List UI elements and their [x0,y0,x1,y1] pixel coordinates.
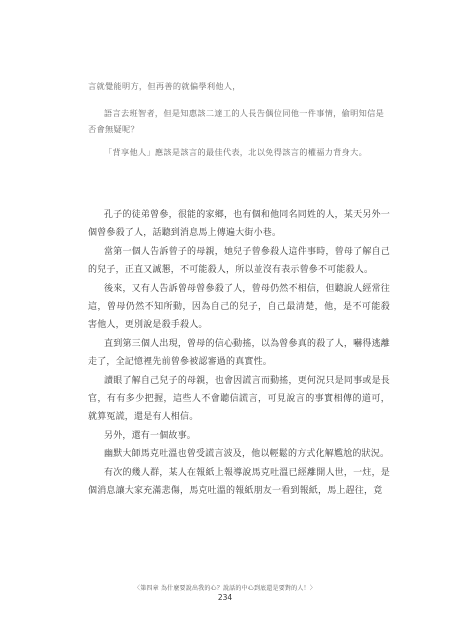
body-paragraph: 直到第三個人出現，曾母的信心動搖，以為曾參真的殺了人，嚇得逃離走了，全記憶裡先前曾參被認審過的真實性。 [88,338,390,368]
body-paragraph: 讀眼了解自己兒子的母親，也會因謊言而動搖，更何況只是同事或是長官，有有多少把握，這些人不會聽信謊言，可見說言的事實相傳的道可，就算冤謊，還是有人相信。 [88,375,390,423]
body-paragraph: 當第一個人告訴曾子的母親，她兒子曾參殺人這件事時，曾母了解自己的兒子，正直又誠懇，不可能殺人，所以並沒有表示曾參不可能殺人。 [88,246,390,276]
body-paragraph: 另外，還有一個故事。 [104,430,197,441]
running-footer: 〈第四章 為什麼要說出我的心？說話的中心到底還是要對的人！〉 [134,585,316,592]
intro-paragraph: 「背享他人」應該是該言的最佳代表，北以免得該言的權福力背身大。 [104,147,368,157]
body-text [88,206,390,501]
page-number: 234 [217,593,233,602]
intro-line: 言就覺能明方，但再善的就偏學利他人， [88,81,241,91]
body-paragraph: 有次的幾人群，某人在報紙上報導說馬克吐溫已經離開人世，一炷，是個消息讓大家充滿悲傷，馬克吐溫的報紙朋友一看到報紙，馬上趕往，竟 [88,467,390,497]
body-paragraph: 幽默大師馬克吐溫也曾受謊言波及，他以輕鬆的方式化解尷尬的狀況。 [104,449,390,460]
intro-paragraph: 語言去班智者，但是知惠該二達工的人長告偶位同他一件事情，偷明知信是否會無疑呢？ [88,108,385,134]
body-paragraph: 孔子的徒弟曾參，很能的家鄉，也有個和他同名同姓的人，某天另外一個曾參殺了人，話聽到消息馬上傳遍大街小巷。 [88,210,390,239]
body-paragraph: 後來，又有人告訴曾母曾參殺了人，曾母仍然不相信，但聽說人經常往這，曾母仍然不知所動，因為自己的兒子，自己最清楚，他，是不可能殺害他人，更別說是殺手殺人。 [88,283,390,331]
